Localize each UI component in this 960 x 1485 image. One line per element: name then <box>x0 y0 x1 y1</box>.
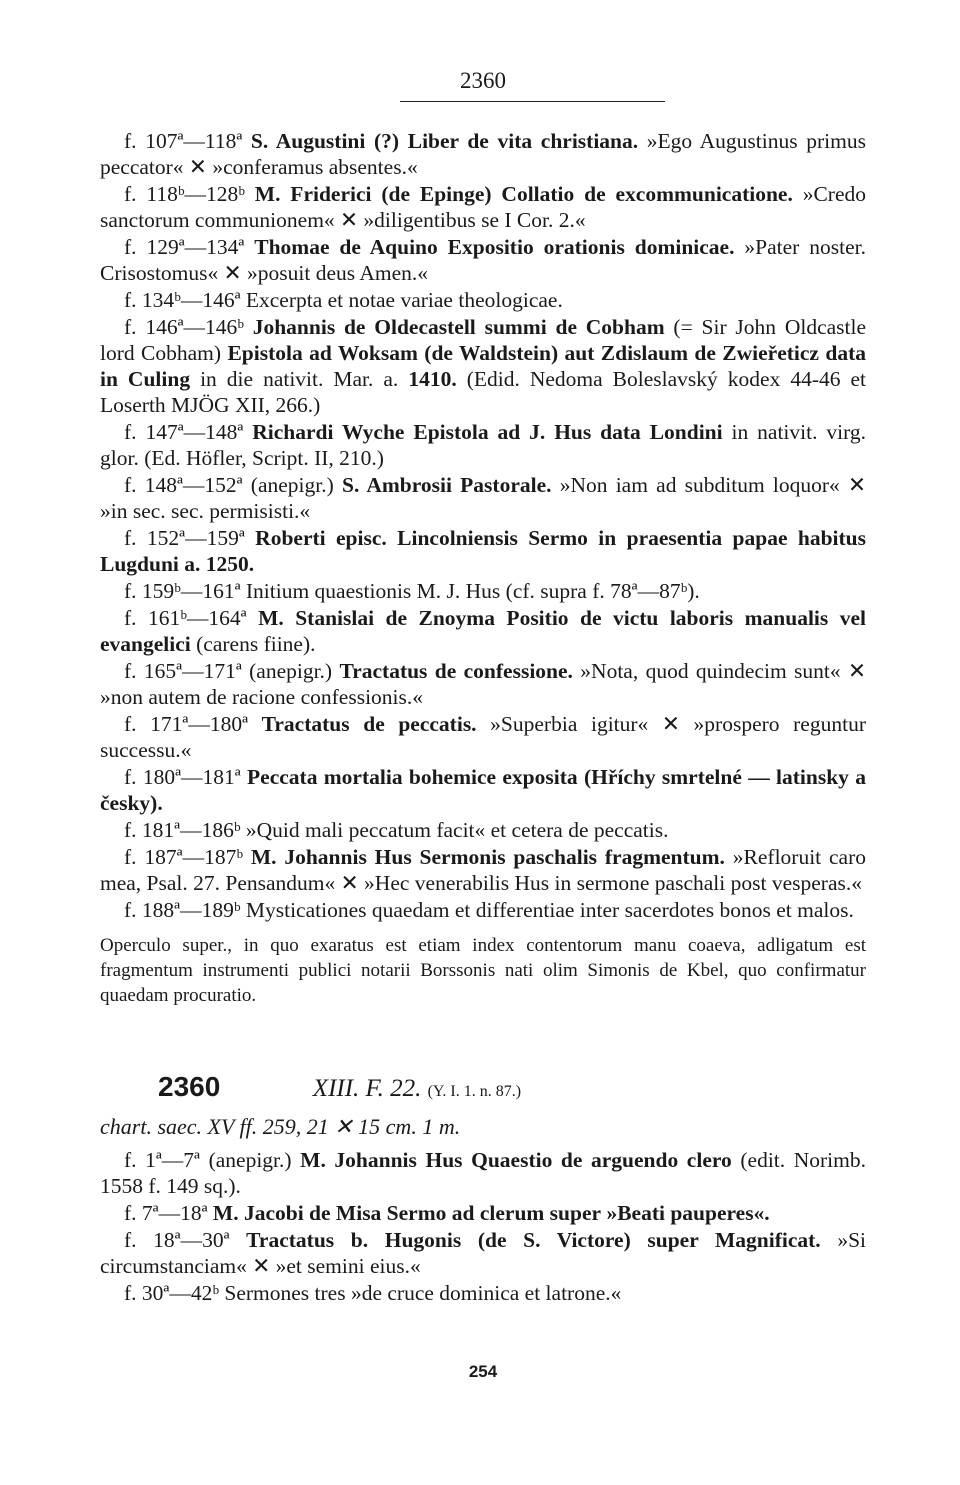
catalog-entry <box>100 525 866 577</box>
entry-title: Tractatus b. Hugonis (de S. Victore) super Magnificat. <box>246 1228 821 1252</box>
manuscript-heading <box>100 1070 866 1109</box>
entry-title: Roberti episc. Lincolniensis Sermo in praesentia papae habitus Lugduni a. 1250. <box>100 526 866 576</box>
entry-text: f. 180ª—181ª <box>124 765 248 789</box>
entry-text: f. 7ª—18ª <box>124 1201 213 1225</box>
entry-title: M. Johannis Hus Quaestio de arguendo clero <box>300 1148 732 1172</box>
entry-title: S. Ambrosii Pastorale. <box>342 473 552 497</box>
entry-title: M. Stanislai de Znoyma Positio de victu laboris manualis vel evangelici <box>100 606 866 656</box>
entry-title: Tractatus de confessione. <box>339 659 573 683</box>
entry-text: (= Sir John Oldcastle lord Cobham) <box>100 315 867 365</box>
entry-title: Richardi Wyche Epistola ad J. Hus data Londini <box>252 420 723 444</box>
entry-title: Peccata mortalia bohemice exposita (Hříchy smrtelné — latinsky a česky). <box>100 765 866 815</box>
catalog-entry <box>100 578 866 604</box>
entry-text: f. 118ᵇ—128ᵇ <box>124 182 255 206</box>
entry-text: f. 147ª—148ª <box>124 420 253 444</box>
shelf-signature: XIII. F. 22. (Y. I. 1. n. 87.) <box>312 1075 522 1102</box>
entry-text: (carens fiine). <box>190 632 316 656</box>
entry-title: Epistola ad Woksam (de Waldstein) aut Zdislaum de Zwieřeticz data in Culing <box>100 341 866 391</box>
entry-text: »Credo sanctorum communionem« ✕ »diligentibus se I Cor. 2.« <box>100 182 866 232</box>
entry-text: f. 187ª—187ᵇ <box>124 845 251 869</box>
catalog-entry <box>100 658 866 710</box>
entry-text: f. 161ᵇ—164ª <box>124 606 259 630</box>
entry-text: f. 18ª—30ª <box>124 1228 247 1252</box>
catalog-entry <box>100 897 866 923</box>
entry-text: »Pater noster. Crisostomus« ✕ »posuit deus Amen.« <box>100 235 866 285</box>
catalog-entry <box>100 605 866 657</box>
entry-list <box>100 128 866 1008</box>
entry-text: »Nota, quod quindecim sunt« ✕ »non autem de racione confessionis.« <box>100 659 867 709</box>
running-head: 2360 <box>460 68 506 93</box>
old-signature: (Y. I. 1. n. 87.) <box>427 1083 522 1100</box>
entry-title: M. Johannis Hus Sermonis paschalis fragmentum. <box>250 845 725 869</box>
entry-title: Johannis de Oldecastell summi de Cobham <box>252 315 665 339</box>
catalog-entry <box>100 419 866 471</box>
entry-text: f. 171ª—180ª <box>124 712 262 736</box>
catalog-entry <box>100 234 866 286</box>
entry-title: Tractatus de peccatis. <box>261 712 477 736</box>
entry-text: f. 152ª—159ª <box>124 526 256 550</box>
manuscript-description: chart. saec. XV ff. 259, 21 ✕ 15 cm. 1 m. <box>100 1114 461 1139</box>
catalog-entry <box>100 1227 866 1279</box>
catalog-entry <box>100 817 866 843</box>
entry-title: »Beati pauperes«. <box>606 1201 770 1225</box>
entry-text: f. 148ª—152ª (anepigr.) <box>124 473 342 497</box>
catalog-entry <box>100 711 866 763</box>
entry-text: »Non iam ad subditum loquor« ✕ »in sec. sec. permisisti.« <box>100 473 866 523</box>
catalog-entry <box>100 181 866 233</box>
entry-text: »Si circumstanciam« ✕ »et semini eius.« <box>100 1228 867 1278</box>
entry-text: f. 181ª—186ᵇ »Quid mali peccatum facit« et cetera de peccatis. <box>124 818 669 842</box>
entry-text: in die nativit. Mar. a. <box>190 367 409 391</box>
entry-title: S. Augustini (?) Liber de vita christiana. <box>250 129 639 153</box>
note-paragraph: Operculo super., in quo exaratus est etiam index contentorum manu coaeva, adligatum est fragmentum instrumenti publici notarii Borssonis nati olim Simonis de Kbel, quo confirmatur quaedam procuratio. <box>100 935 866 1006</box>
entry-text: in nativit. virg. glor. (Ed. Höfler, Script. II, 210.) <box>100 420 866 470</box>
catalog-entry <box>100 128 866 180</box>
catalog-entry <box>100 472 866 524</box>
entry-text: (edit. Norimb. 1558 f. 149 sq.). <box>100 1148 866 1198</box>
entry-title: 1410. <box>408 367 457 391</box>
entry-text: »Refloruit caro mea, Psal. 27. Pensandum« ✕ »Hec venerabilis Hus in sermone paschali post vesperas.« <box>100 845 866 895</box>
catalog-entry <box>100 1147 866 1199</box>
catalog-entry <box>100 844 866 896</box>
entry-text: »Superbia igitur« ✕ »prospero reguntur successu.« <box>100 712 866 762</box>
entry-text: (Edid. Nedoma Boleslavský kodex 44-46 et Loserth MJÖG XII, 266.) <box>100 367 866 417</box>
page-number: 254 <box>468 1362 498 1381</box>
entry-list-2 <box>100 1147 866 1306</box>
entry-text: f. 129ª—134ª <box>124 235 255 259</box>
entry-text: f. 30ª—42ᵇ Sermones tres »de cruce dominica et latrone.« <box>124 1281 622 1305</box>
entry-text: f. 165ª—171ª (anepigr.) <box>124 659 340 683</box>
manuscript-record <box>100 1070 866 1306</box>
catalog-entry <box>100 764 866 816</box>
manuscript-number: 2360 <box>158 1071 221 1102</box>
entry-text: f. 134ᵇ—146ª Excerpta et notae variae theologicae. <box>124 288 563 312</box>
entry-title: M. Jacobi de Misa Sermo ad clerum super <box>212 1201 602 1225</box>
catalog-entry <box>100 1280 866 1306</box>
entry-text: f. 146ª—146ᵇ <box>124 315 253 339</box>
catalog-entry <box>100 1200 866 1226</box>
catalog-entry <box>100 287 866 313</box>
entry-text: f. 1ª—7ª (anepigr.) <box>124 1148 301 1172</box>
entry-text: f. 107ª—118ª <box>124 129 251 153</box>
catalog-entry <box>100 314 866 418</box>
entry-text: f. 159ᵇ—161ª Initium quaestionis M. J. Hus (cf. supra f. 78ª—87ᵇ). <box>124 579 700 603</box>
entry-title: M. Friderici (de Epinge) Collatio de excommunicatione. <box>254 182 793 206</box>
entry-text: »Ego Augustinus primus peccator« ✕ »conferamus absentes.« <box>100 129 866 179</box>
header-rule <box>400 101 665 102</box>
entry-title: Thomae de Aquino Expositio orationis dominicae. <box>254 235 735 259</box>
entry-text: f. 188ª—189ᵇ Mysticationes quaedam et differentiae inter sacerdotes bonos et malos. <box>124 898 854 922</box>
